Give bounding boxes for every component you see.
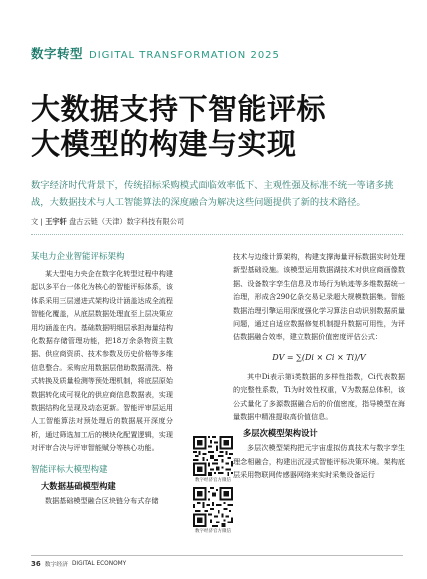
title-line-1: 大数据支持下智能评标 xyxy=(31,92,327,126)
article-title xyxy=(31,92,411,162)
section-heading-model: 智能评标大模型构建 xyxy=(31,464,108,475)
page-footer xyxy=(31,559,126,568)
right-column xyxy=(233,250,405,482)
paragraph: 多层次模型架构把元宇宙虚拟仿真技术与数字孪生理念相融合，构建出沉浸式智能评标决策环境。架构底层采用物联网传感器网络来实时采集设备运行 xyxy=(233,443,405,480)
title-line-2: 大模型的构建与实现 xyxy=(31,127,297,161)
qr-code-icon xyxy=(193,487,233,527)
section-heading-architecture: 某电力企业智能评标架构 xyxy=(31,252,125,262)
article-lead: 数字经济时代背景下，传统招标采购模式面临效率低下、主观性强及标准不统一等诸多挑战，大数据技术与人工智能算法的深度融合为解决这些问题提供了新的技术路径。 xyxy=(31,180,394,208)
paragraph: 某大型电力央企在数字化转型过程中构建起以多平台一体化为核心的智能评标体系，该体系采用三层递进式架构设计涵盖达成全流程智能化覆盖，从底层数据处理直至上层决策应用均涵盖在内。基础数据明细层承担海量结构化数据存储管理功能，把18万余条物资主数据、供应商资质、技术参数及历史价格等多维信息整合。采购应用数据层借助数据清洗、格式转换及质量检测等预处理机制，将底层原始数据转化成可视化的供应商信息数据表，实现数据结构化呈现及动态更新。智能评审层运用人工智能算法对预处理后的数据展开深度分析，通过筛选加工后的模块化配置逻辑，实现对评审合决与评审智能赋分等核心功能。 xyxy=(31,269,173,453)
section-header xyxy=(31,44,280,62)
subheading-multilayer: 多层次模型架构设计 xyxy=(243,428,318,439)
formula: DV = ∑(Di × Ci × Ti)/V xyxy=(272,352,366,362)
section-label-en: DIGITAL TRANSFORMATION 2025 xyxy=(89,50,280,61)
author-name: 王宇轩 xyxy=(45,217,67,226)
magazine-name-en: DIGITAL ECONOMY xyxy=(71,560,127,567)
qr-caption: 数字经济官方微信 xyxy=(195,478,231,483)
magazine-name: 数字经济 xyxy=(44,562,68,568)
qr-code-icon xyxy=(193,436,233,476)
paragraph: 技术与边缘计算架构，构建支撑海量评标数据实时处理新型基础设施。该模型运用数据湖技术对供应商画像数据、设备数字孪生信息及市场行为轨迹等多维数据统一治理，形成含290亿条交易记录超大规模数据集。智能数据治理引擎运用深度强化学习算法自动识别数据质量问题，通过自适应数据修复机制提升数据可用性，为评估数据融合效率，建立数据价值密度评估公式： xyxy=(233,252,405,342)
author-prefix: 文 | xyxy=(31,217,43,226)
paragraph: 数据基础模型融合区块链分布式存储 xyxy=(45,495,159,505)
footer-divider xyxy=(31,555,403,556)
qr-caption: 数字经济官方微信 xyxy=(195,529,231,534)
section-label-cn: 数字转型 xyxy=(31,46,84,61)
author-line xyxy=(31,217,184,227)
divider xyxy=(31,234,403,235)
page-number: 36 xyxy=(31,559,41,568)
paragraph: 其中Di表示第i类数据的多样性指数，Ci代表数据的完整性系数，Ti为时效性权重，V为数据总体积，该公式量化了多源数据融合后的价值密度，指导模型在海量数据中精准提取高价值信息。 xyxy=(233,371,405,422)
qr-codes xyxy=(190,436,236,538)
subheading-base-model: 大数据基础模型构建 xyxy=(41,480,116,491)
author-org: 盘古云链（天津）数字科技有限公司 xyxy=(69,217,185,226)
